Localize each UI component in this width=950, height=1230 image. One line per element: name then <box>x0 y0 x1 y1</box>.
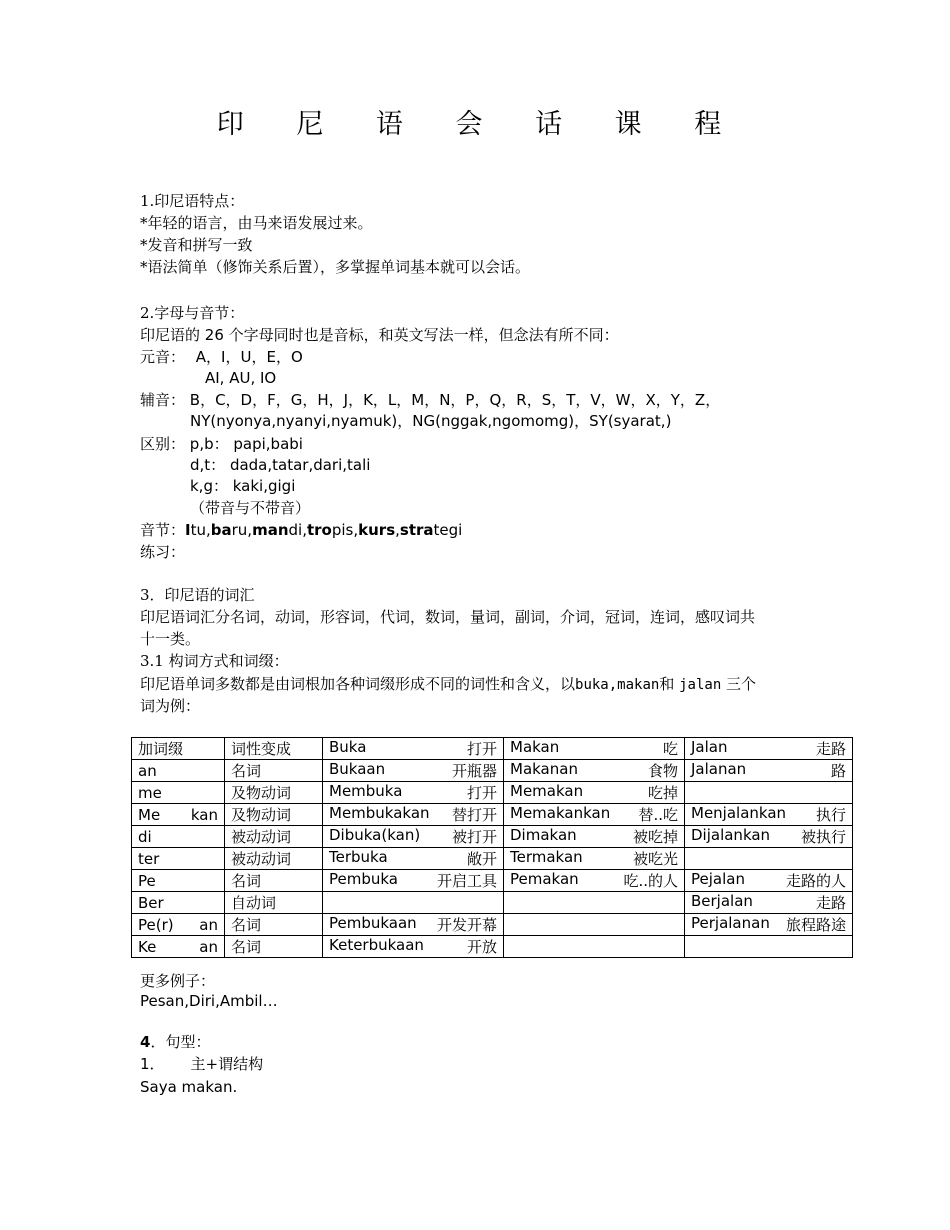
difference-pair: p,b： papi,babi <box>189 435 303 453</box>
affix-prefix: Pe <box>138 871 156 890</box>
word-meaning: 开瓶器 <box>451 762 497 780</box>
affix-suffix: kan <box>190 805 218 824</box>
item-number: 1． <box>140 1055 165 1073</box>
example-word: jalan <box>679 677 722 693</box>
word-form: Buka <box>329 738 367 756</box>
section-3-paragraph: 十一类。 <box>140 630 201 648</box>
syllable-stress: man <box>252 521 289 539</box>
section-title: ．句型： <box>150 1033 211 1051</box>
affix-table <box>131 737 853 958</box>
makan-cell <box>504 760 685 782</box>
table-row <box>132 936 853 958</box>
example-sentence: Saya makan. <box>140 1078 238 1096</box>
syllable-rest: tu, <box>190 521 211 539</box>
table-row <box>132 760 853 782</box>
affix-cell <box>132 848 225 870</box>
example-words: buka,makan <box>575 677 660 693</box>
jalan-cell <box>685 936 853 958</box>
makan-cell <box>504 804 685 826</box>
intro-text: 个字母同时也是音标，和英文写法一样，但念法有所不同： <box>228 326 619 344</box>
pos-cell: 名词 <box>225 760 323 782</box>
intro-text: 印尼语的 <box>140 326 201 344</box>
word-form: Jalan <box>691 738 728 756</box>
word-meaning: 被打开 <box>451 828 497 846</box>
word-form: Dijalankan <box>691 826 771 844</box>
word-form: Makan <box>510 738 560 756</box>
syllable-rest: , <box>395 521 400 539</box>
jalan-cell <box>685 782 853 804</box>
page-title: 印 尼 语 会 话 课 程 <box>216 109 744 140</box>
pos-cell: 及物动词 <box>225 782 323 804</box>
syllable-label: 音节： <box>140 521 186 539</box>
buka-cell <box>323 848 504 870</box>
jalan-cell <box>685 826 853 848</box>
word-form: Dimakan <box>510 826 577 844</box>
affix-prefix: Ke <box>138 937 157 956</box>
syllable-stress: tro <box>306 521 332 539</box>
word-meaning: 被吃掉 <box>632 828 678 846</box>
word-form: Berjalan <box>691 892 753 910</box>
pos-cell: 名词 <box>225 870 323 892</box>
table-row <box>132 870 853 892</box>
word-meaning: 旅程路途 <box>785 916 846 934</box>
more-examples-words: Pesan,Diri,Ambil… <box>140 992 278 1010</box>
buka-cell <box>323 738 504 760</box>
word-meaning: 吃..的人 <box>623 872 678 890</box>
table-row <box>132 826 853 848</box>
word-meaning: 被执行 <box>800 828 846 846</box>
section-3-paragraph: 词为例： <box>140 697 201 715</box>
word-form: Pembuka <box>329 870 398 888</box>
section-2-intro <box>140 324 619 346</box>
makan-cell <box>504 892 685 914</box>
section-2-heading: 2.字母与音节： <box>140 304 245 322</box>
word-meaning: 走路 <box>815 740 846 758</box>
affix-cell <box>132 738 225 760</box>
sentence-pattern-item <box>140 1053 263 1075</box>
syllable-stress: ba <box>210 521 232 539</box>
consonant-label: 辅音： <box>140 391 186 409</box>
word-meaning: 吃 <box>662 740 678 758</box>
word-meaning: 开启工具 <box>436 872 497 890</box>
syllable-rest: tegi <box>433 521 463 539</box>
word-form: Jalanan <box>691 760 747 778</box>
affix-cell <box>132 914 225 936</box>
affix-cell <box>132 892 225 914</box>
buka-cell <box>323 936 504 958</box>
syllable-stress: kurs <box>358 521 396 539</box>
section-3-paragraph: 印尼语词汇分名词，动词，形容词，代词，数词，量词，副词，介词，冠词，连词，感叹词共 <box>140 608 756 626</box>
difference-label: 区别： <box>140 435 186 453</box>
section-3-paragraph <box>140 673 756 696</box>
makan-cell <box>504 936 685 958</box>
pos-cell: 名词 <box>225 936 323 958</box>
vowel-list: A，I，U，E，O <box>195 348 303 366</box>
syllable-rest: di, <box>288 521 307 539</box>
word-meaning: 被吃光 <box>632 850 678 868</box>
table-row <box>132 914 853 936</box>
pos-cell: 及物动词 <box>225 804 323 826</box>
affix-cell <box>132 760 225 782</box>
affix-prefix: Ber <box>138 893 164 912</box>
affix-prefix: di <box>138 827 152 846</box>
pos-cell: 词性变成 <box>225 738 323 760</box>
affix-cell <box>132 870 225 892</box>
difference-note: （带音与不带音） <box>190 499 311 517</box>
consonant-list: B，C，D，F，G，H，J，K，L，M，N，P，Q，R，S，T，V，W，X，Y，Z， <box>189 391 721 409</box>
word-meaning: 食物 <box>647 762 678 780</box>
word-form: Pejalan <box>691 870 745 888</box>
word-meaning: 吃掉 <box>647 784 678 802</box>
word-form: Pemakan <box>510 870 579 888</box>
section-number: 4 <box>140 1033 151 1051</box>
difference-pair: d,t： dada,tatar,dari,tali <box>190 456 371 474</box>
consonant-row <box>140 389 720 411</box>
word-meaning: 打开 <box>466 784 497 802</box>
section-4-heading <box>140 1031 210 1053</box>
pos-cell: 名词 <box>225 914 323 936</box>
consonant-digraphs: NY(nyonya,nyanyi,nyamuk)，NG(nggak,ngomomg)，SY(syarat,) <box>190 412 672 430</box>
word-form: Menjalankan <box>691 804 787 822</box>
word-meaning: 执行 <box>815 806 846 824</box>
pos-cell: 被动动词 <box>225 826 323 848</box>
section-3-heading: 3．印尼语的词汇 <box>140 586 255 604</box>
jalan-cell <box>685 760 853 782</box>
word-form: Dibuka(kan) <box>329 826 421 844</box>
affix-cell <box>132 936 225 958</box>
word-form: Memakan <box>510 782 584 800</box>
table-row <box>132 848 853 870</box>
word-form: Pembukaan <box>329 914 417 932</box>
syllable-stress: I <box>185 521 191 539</box>
vowel-combos: AI, AU, IO <box>205 369 277 387</box>
section-1-bullet: *发音和拼写一致 <box>140 236 253 254</box>
difference-pair: k,g： kaki,gigi <box>190 477 296 495</box>
affix-cell <box>132 782 225 804</box>
word-form: Memakankan <box>510 804 611 822</box>
syllable-row <box>140 519 462 541</box>
makan-cell <box>504 738 685 760</box>
word-form: Membukakan <box>329 804 430 822</box>
section-1-bullet: *年轻的语言，由马来语发展过来。 <box>140 214 373 232</box>
word-form: Bukaan <box>329 760 386 778</box>
more-examples-label: 更多例子： <box>140 972 216 990</box>
buka-cell <box>323 892 504 914</box>
affix-prefix: an <box>138 761 157 780</box>
letter-count: 26 <box>204 326 224 344</box>
pos-cell: 被动动词 <box>225 848 323 870</box>
syllable-stress: stra <box>399 521 434 539</box>
makan-cell <box>504 914 685 936</box>
table-row <box>132 892 853 914</box>
syllable-rest: ru, <box>231 521 253 539</box>
affix-prefix: Pe(r) <box>138 915 174 934</box>
buka-cell <box>323 914 504 936</box>
buka-cell <box>323 804 504 826</box>
pos-cell: 自动词 <box>225 892 323 914</box>
word-meaning: 敞开 <box>466 850 497 868</box>
makan-cell <box>504 848 685 870</box>
word-form: Keterbukaan <box>329 936 424 954</box>
buka-cell <box>323 870 504 892</box>
word-form: Perjalanan <box>691 914 770 932</box>
jalan-cell <box>685 914 853 936</box>
word-meaning: 走路 <box>815 894 846 912</box>
word-meaning: 开发开幕 <box>436 916 497 934</box>
practice-label: 练习： <box>140 543 186 561</box>
word-meaning: 走路的人 <box>785 872 846 890</box>
makan-cell <box>504 826 685 848</box>
table-row <box>132 804 853 826</box>
buka-cell <box>323 760 504 782</box>
word-form: Makanan <box>510 760 578 778</box>
paragraph-text: 和 <box>659 675 675 693</box>
paragraph-text: 三个 <box>726 675 757 693</box>
jalan-cell <box>685 738 853 760</box>
section-1-bullet: *语法简单（修饰关系后置），多掌握单词基本就可以会话。 <box>140 258 531 276</box>
table-header-row <box>132 738 853 760</box>
jalan-cell <box>685 804 853 826</box>
word-meaning: 打开 <box>466 740 497 758</box>
table-row <box>132 782 853 804</box>
section-1-heading: 1.印尼语特点： <box>140 192 245 210</box>
vowel-label: 元音： <box>140 348 186 366</box>
affix-cell <box>132 826 225 848</box>
section-3-subheading: 3.1 构词方式和词缀： <box>140 652 289 670</box>
buka-cell <box>323 826 504 848</box>
syllable-rest: pis, <box>331 521 359 539</box>
makan-cell <box>504 870 685 892</box>
jalan-cell <box>685 892 853 914</box>
word-form: Membuka <box>329 782 403 800</box>
makan-cell <box>504 782 685 804</box>
word-meaning: 替..吃 <box>638 806 678 824</box>
word-meaning: 路 <box>830 762 846 780</box>
word-meaning: 替打开 <box>451 806 497 824</box>
difference-row <box>140 433 303 455</box>
jalan-cell <box>685 848 853 870</box>
item-text: 主+谓结构 <box>190 1055 264 1073</box>
jalan-cell <box>685 870 853 892</box>
affix-prefix: ter <box>138 849 160 868</box>
word-meaning: 开放 <box>466 938 497 956</box>
affix-prefix: 加词缀 <box>138 740 184 758</box>
word-form: Termakan <box>510 848 583 866</box>
word-form: Terbuka <box>329 848 388 866</box>
affix-prefix: me <box>138 783 162 802</box>
affix-suffix: an <box>199 915 218 934</box>
affix-suffix: an <box>199 937 218 956</box>
affix-cell <box>132 804 225 826</box>
paragraph-text: 印尼语单词多数都是由词根加各种词缀形成不同的词性和含义，以 <box>140 675 576 693</box>
vowel-row <box>140 346 303 368</box>
affix-prefix: Me <box>138 805 161 824</box>
buka-cell <box>323 782 504 804</box>
